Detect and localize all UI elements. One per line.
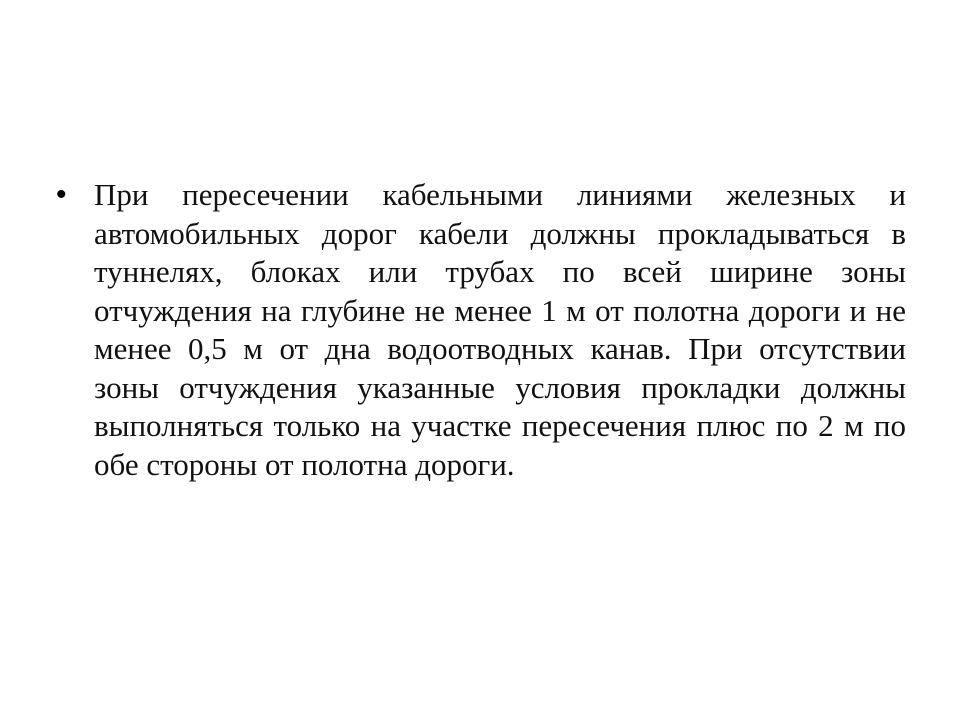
bullet-text: При пересечении кабельными линиями железных и автомобильных дорог кабели должны прокладываться в туннелях, блоках или трубах по всей ширине зоны отчуждения на глубине не менее 1 м от полотна дороги и не менее 0,5 м от дна водоотводных канав. При отсутствии зоны отчуждения указанные условия прокладки должны выполняться только на участке пересечения плюс по 2 м по обе стороны от полотна дороги.	[94, 177, 906, 482]
bullet-item	[56, 176, 906, 484]
slide-body	[56, 176, 906, 484]
bullet-marker: •	[56, 178, 67, 211]
